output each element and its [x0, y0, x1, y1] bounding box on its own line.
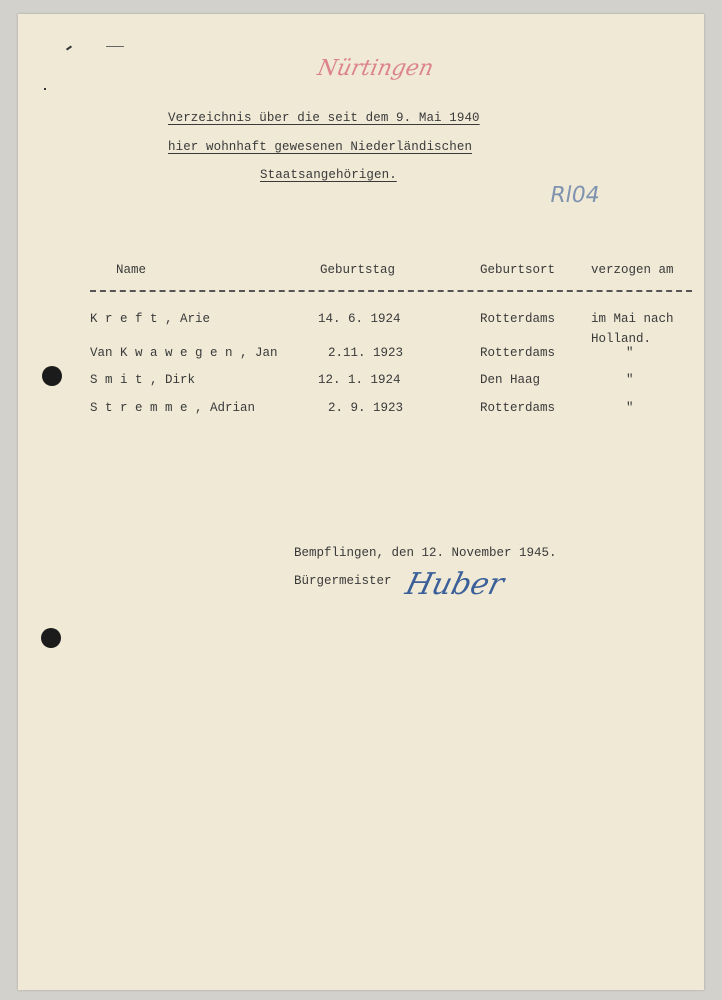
header-rule [90, 290, 692, 292]
header-name: Name [116, 263, 147, 277]
title-line-3: Staatsangehörigen. [260, 168, 397, 182]
row-2-name: Van K w a w e g e n , Jan [90, 346, 278, 360]
row-2-moved: " [626, 346, 634, 360]
row-3-name: S m i t , Dirk [90, 373, 196, 387]
stray-mark [44, 88, 46, 90]
row-1-birthdate: 14. 6. 1924 [318, 312, 401, 326]
row-1-birthplace: Rotterdams [480, 312, 556, 326]
row-3-moved: " [626, 373, 634, 387]
row-4-birthdate: 2. 9. 1923 [328, 401, 404, 415]
pencil-note [548, 174, 652, 214]
header-birthplace: Geburtsort [480, 263, 556, 277]
punch-hole-upper [42, 366, 62, 386]
header-birthdate: Geburtstag [320, 263, 396, 277]
row-2-birthdate: 2.11. 1923 [328, 346, 404, 360]
place-date: Bempflingen, den 12. November 1945. [294, 546, 557, 560]
row-4-moved: " [626, 401, 634, 415]
row-1-name: K r e f t , Arie [90, 312, 211, 326]
row-4-birthplace: Rotterdams [480, 401, 556, 415]
punch-hole-lower [41, 628, 61, 648]
stray-mark [66, 45, 72, 50]
paper-sheet [18, 14, 704, 990]
red-handwritten-text: Nürtingen [315, 55, 436, 81]
signatory-title: Bürgermeister [294, 574, 392, 588]
row-2-birthplace: Rotterdams [480, 346, 556, 360]
pencil-note-text: Rl04 [548, 182, 602, 208]
header-moved: verzogen am [591, 263, 674, 277]
signature-text: Huber [402, 567, 508, 602]
row-4-name: S t r e m m e , Adrian [90, 401, 256, 415]
row-3-birthplace: Den Haag [480, 373, 541, 387]
row-3-birthdate: 12. 1. 1924 [318, 373, 401, 387]
signature [402, 554, 532, 604]
row-1-moved: im Mai nach [591, 312, 674, 326]
stray-mark [106, 46, 124, 47]
row-1-moved-cont: Holland. [591, 332, 652, 346]
red-handwritten-stamp [315, 49, 478, 89]
title-line-1: Verzeichnis über die seit dem 9. Mai 1940 [168, 111, 480, 125]
title-line-2: hier wohnhaft gewesenen Niederländischen [168, 140, 473, 154]
